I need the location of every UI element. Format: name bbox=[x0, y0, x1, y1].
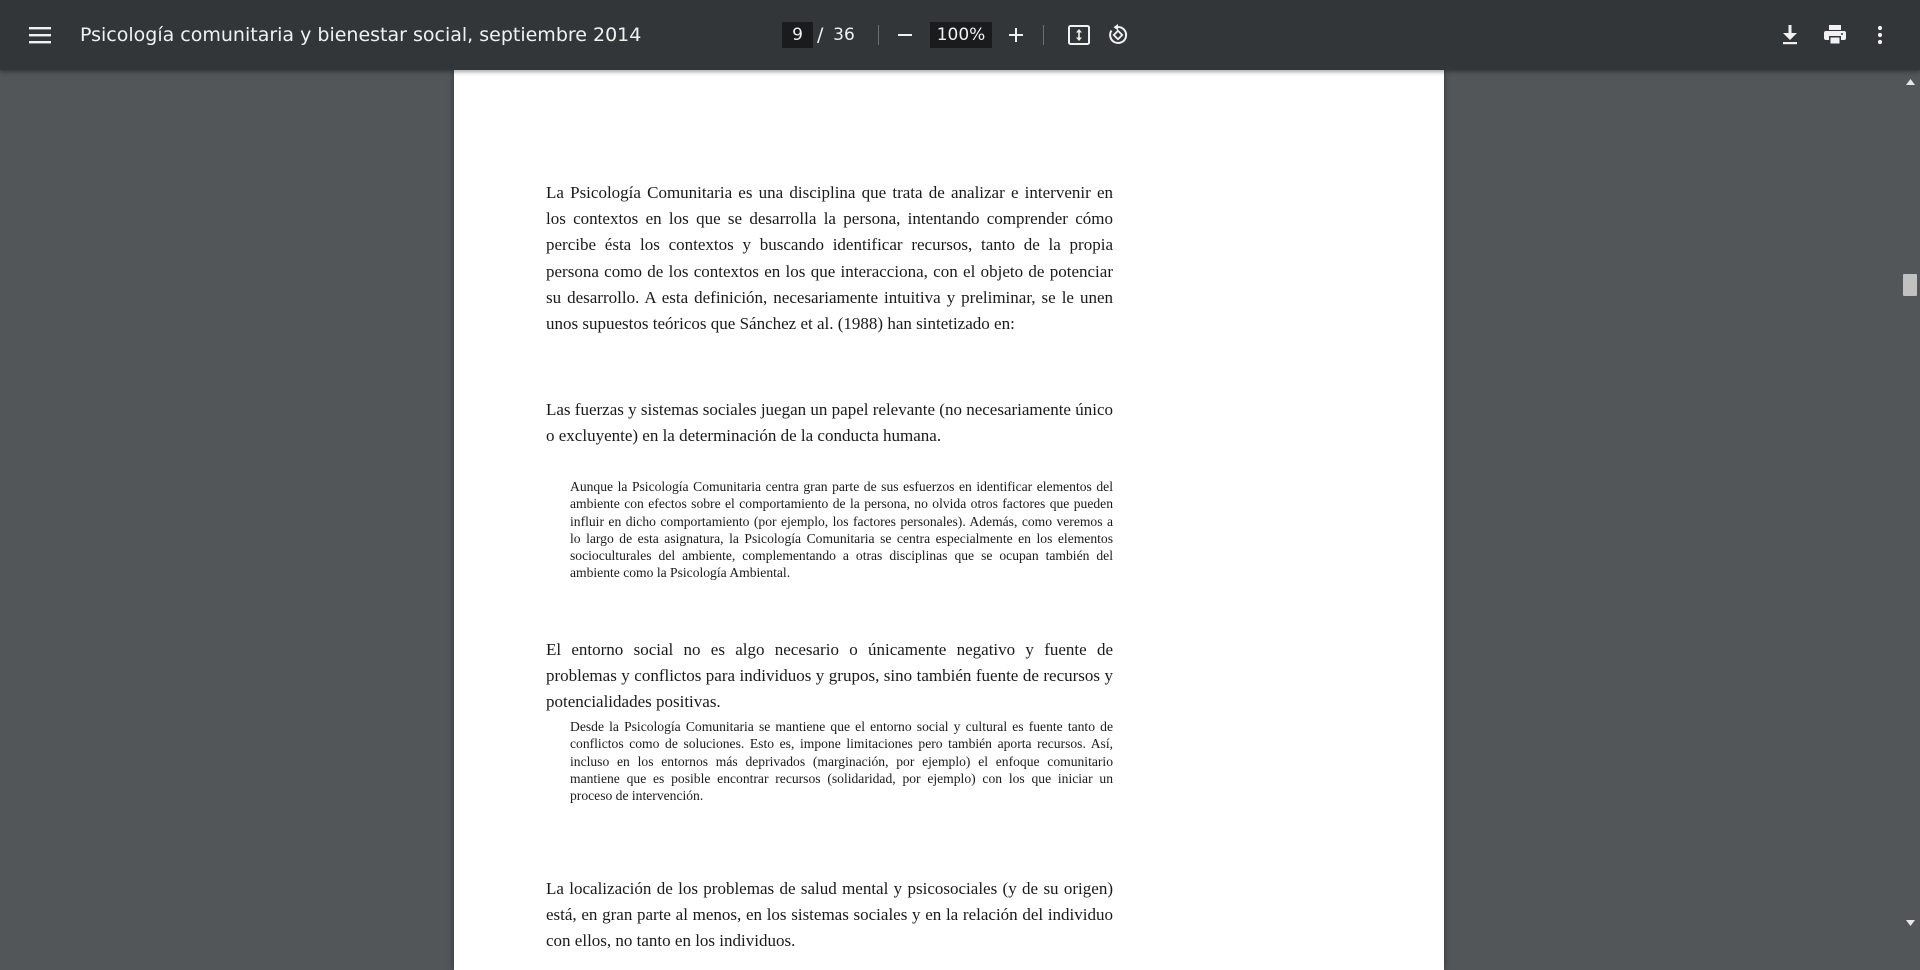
document-viewer[interactable] bbox=[0, 70, 1900, 951]
page-total: 36 bbox=[833, 25, 855, 45]
document-title: Psicología comunitaria y bienestar social, septiembre 2014 bbox=[80, 24, 642, 46]
fit-to-page-button[interactable] bbox=[1061, 17, 1097, 53]
zoom-in-button[interactable] bbox=[999, 18, 1033, 52]
body-paragraph: La localización de los problemas de salud mental y psicosociales (y de su origen) está, en gran parte al menos, en los sistemas sociales y en la relación del individuo con ellos, no tanto en los individuos. bbox=[546, 879, 1113, 951]
body-paragraph: Las fuerzas y sistemas sociales juegan un papel relevante (no necesariamente único o excluyente) en la determinación de la conducta humana. bbox=[546, 400, 1113, 446]
triangle-down-icon bbox=[1906, 920, 1915, 926]
triangle-up-icon bbox=[1906, 79, 1915, 85]
body-paragraph: El entorno social no es algo necesario o únicamente negativo y fuente de problemas y conflictos para individuos y grupos, sino también fuente de recursos y potencialidades positivas. bbox=[546, 640, 1113, 712]
scroll-up-button[interactable] bbox=[1900, 74, 1920, 90]
more-options-button[interactable] bbox=[1862, 17, 1898, 53]
menu-button[interactable] bbox=[20, 15, 60, 55]
plus-icon bbox=[1008, 27, 1024, 43]
note-paragraph: Desde la Psicología Comunitaria se mantiene que el entorno social y cultural es fuente tanto de conflictos como de soluciones. Esto es, impone limitaciones pero también aporta recursos. Así, incluso en los entornos más deprivados (marginación, por ejemplo) el enfoque comunitario mantiene que es posible encontrar recursos (solidaridad, por ejemplo) con los que iniciar un proceso de intervención. bbox=[570, 719, 1113, 804]
toolbar-divider bbox=[1043, 25, 1044, 45]
pdf-page bbox=[454, 70, 1444, 970]
rotate-icon bbox=[1107, 24, 1129, 46]
print-icon bbox=[1824, 25, 1846, 45]
more-vert-icon bbox=[1877, 25, 1883, 45]
vertical-scrollbar[interactable] bbox=[1900, 70, 1920, 935]
zoom-out-button[interactable] bbox=[888, 18, 922, 52]
menu-icon bbox=[29, 26, 51, 44]
rotate-button[interactable] bbox=[1100, 17, 1136, 53]
download-button[interactable] bbox=[1772, 17, 1808, 53]
download-icon bbox=[1782, 25, 1798, 45]
minus-icon bbox=[897, 27, 913, 43]
page-number-input[interactable]: 9 bbox=[782, 22, 813, 48]
page-separator: / bbox=[817, 24, 824, 46]
note-paragraph: Aunque la Psicología Comunitaria centra gran parte de sus esfuerzos en identificar elementos del ambiente con efectos sobre el comportamiento de la persona, no olvida otros factores que pueden influir en dicho comportamiento (por ejemplo, los factores personales). Además, como veremos a lo largo de esta asignatura, la Psicología Comunitaria se centra especialmente en los elementos socioculturales del ambiente, complementando a otras disciplinas que se ocupan también del ambiente como la Psicología Ambiental. bbox=[570, 479, 1113, 581]
body-paragraph: La Psicología Comunitaria es una disciplina que trata de analizar e intervenir en los contextos en los que se desarrolla la persona, intentando comprender cómo percibe ésta los contextos y buscando identificar recursos, tanto de la propia persona como de los contextos en los que interacciona, con el objeto de potenciar su desarrollo. A esta definición, necesariamente intuitiva y preliminar, se le unen unos supuestos teóricos que Sánchez et al. (1988) han sintetizado en: bbox=[546, 183, 1113, 334]
pdf-toolbar bbox=[0, 0, 1920, 70]
scrollbar-thumb[interactable] bbox=[1903, 274, 1917, 296]
toolbar-divider bbox=[878, 25, 879, 45]
zoom-level-input[interactable]: 100% bbox=[930, 22, 992, 48]
scroll-down-button[interactable] bbox=[1900, 915, 1920, 931]
print-button[interactable] bbox=[1817, 17, 1853, 53]
fit-page-icon bbox=[1068, 25, 1090, 45]
